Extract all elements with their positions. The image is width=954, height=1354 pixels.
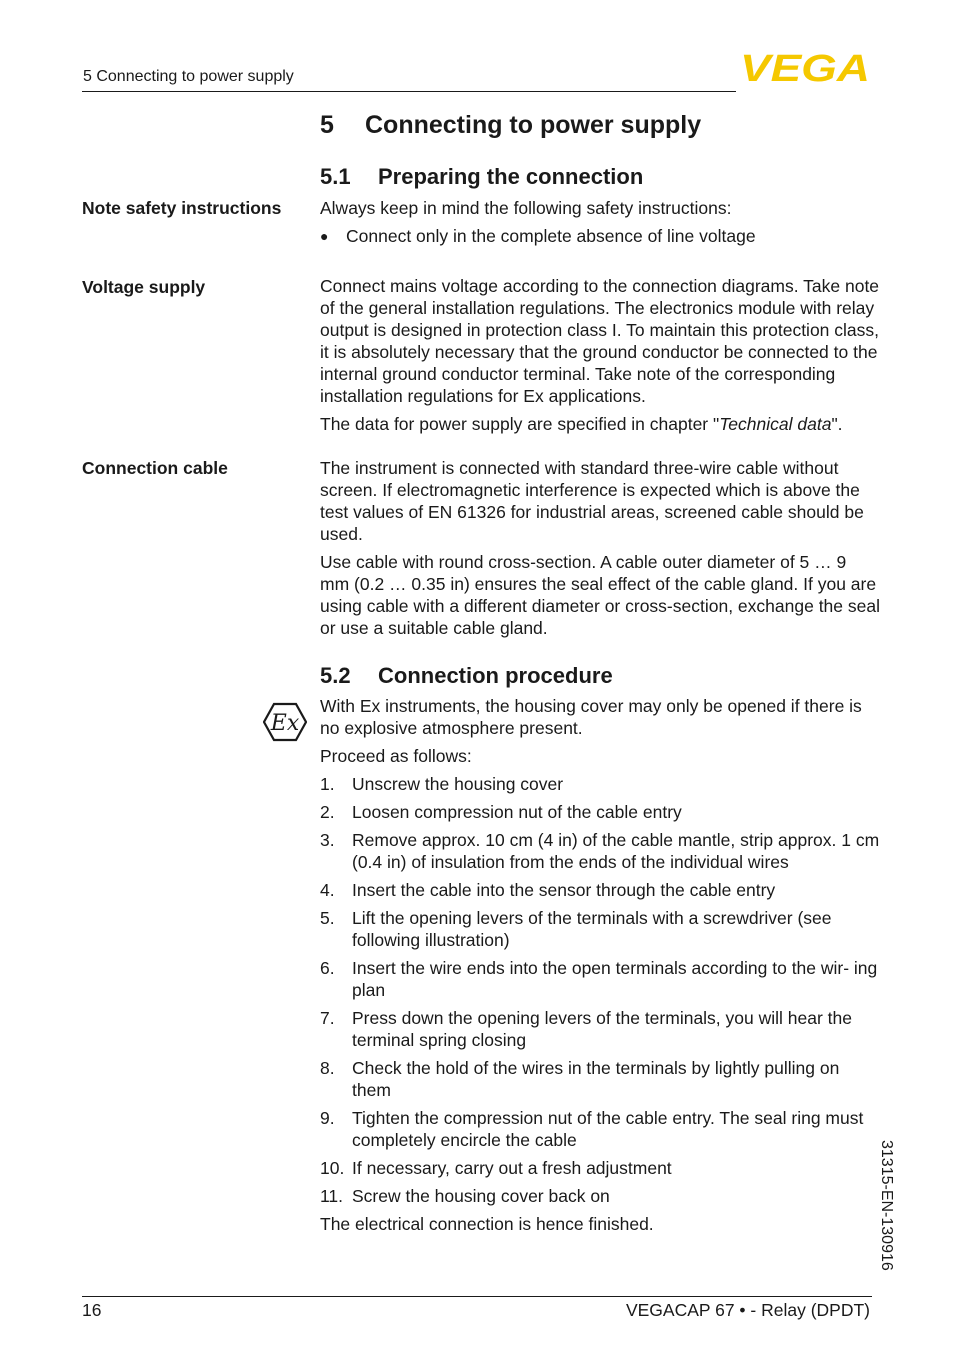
section-number: 5.2 (320, 663, 351, 688)
safety-bullet (320, 225, 880, 247)
safety-block (320, 197, 880, 247)
step-text: Insert the wire ends into the open terminals according to the wir- ing plan (352, 958, 878, 1000)
step-number: 3. (320, 830, 335, 850)
step-number: 10. (320, 1158, 345, 1178)
step-text: Insert the cable into the sensor through the cable entry (352, 880, 776, 900)
document-title: VEGACAP 67 • - Relay (DPDT) (625, 1300, 870, 1320)
chapter-number: 5 (320, 111, 334, 139)
step-text: Unscrew the housing cover (352, 774, 564, 794)
list-item (320, 907, 880, 951)
running-head: 5 Connecting to power supply (83, 68, 294, 85)
list-item (320, 1107, 880, 1151)
step-text: Press down the opening levers of the terminals, you will hear the terminal spring closing (352, 1008, 852, 1050)
step-number: 2. (320, 802, 335, 822)
step-number: 11. (320, 1186, 344, 1206)
list-item (320, 1057, 880, 1101)
chapter-title (320, 111, 701, 140)
finished-text: The electrical connection is hence finished. (320, 1214, 654, 1234)
proceed-text: Proceed as follows: (320, 746, 472, 766)
step-text: If necessary, carry out a fresh adjustment (352, 1158, 672, 1178)
voltage-data-prefix: The data for power supply are specified in chapter " (320, 414, 720, 434)
cable-paragraph-1: The instrument is connected with standard three-wire cable without screen. If electromagnetic interference is expected which is above the test values of EN 61326 for industrial areas, screened cable should be used. (320, 458, 864, 544)
step-text: Tighten the compression nut of the cable entry. The seal ring must completely encircle the cable (352, 1108, 864, 1150)
svg-text:VEGA: VEGA (740, 50, 870, 84)
voltage-data-paragraph (320, 413, 880, 435)
section-heading-5-2 (320, 663, 613, 689)
document-code: 31315-EN-130916 (878, 1140, 895, 1271)
voltage-paragraph: Connect mains voltage according to the connection diagrams. Take note of the general installation regulations. The electronics module with relay output is designed in protection class I. To maintain this protection class, it is absolutely necessary that the ground conductor be connected to the internal ground conductor terminal. Take note of the corresponding installation regulations for Ex applications. (320, 276, 880, 406)
step-number: 5. (320, 908, 335, 928)
safety-intro: Always keep in mind the following safety instructions: (320, 198, 732, 218)
cable-block (320, 457, 880, 645)
safety-bullet-text: Connect only in the complete absence of line voltage (346, 226, 756, 246)
bullet-dot-icon: ● (320, 228, 329, 244)
list-item (320, 801, 880, 823)
side-label-voltage: Voltage supply (82, 277, 206, 297)
step-number: 4. (320, 880, 335, 900)
list-item (320, 773, 880, 795)
header-rule (82, 91, 736, 92)
cable-paragraph-2: Use cable with round cross-section. A cable outer diameter of 5 … 9 mm (0.2 … 0.35 in) ensures the seal effect of the cable gland. If you are using cable with a different diameter or cross-section, exchange the seal or use a suitable cable gland. (320, 552, 880, 638)
ex-hexagon-icon (263, 702, 307, 742)
section-heading-5-1 (320, 164, 643, 190)
list-item (320, 1157, 880, 1179)
page-number: 16 (82, 1300, 102, 1320)
chapter-title-text: Connecting to power supply (365, 111, 702, 139)
steps-list (320, 773, 880, 1207)
footer-rule (82, 1296, 872, 1297)
svg-text:Ex: Ex (270, 711, 300, 736)
voltage-data-suffix: ". (831, 414, 843, 434)
step-number: 1. (320, 774, 335, 794)
list-item (320, 957, 880, 1001)
procedure-block (320, 695, 880, 1241)
step-text: Screw the housing cover back on (352, 1186, 610, 1206)
step-text: Remove approx. 10 cm (4 in) of the cable mantle, strip approx. 1 cm (0.4 in) of insulation from the ends of the individual wires (352, 830, 880, 872)
step-number: 9. (320, 1108, 335, 1128)
list-item (320, 879, 880, 901)
side-label-cable: Connection cable (82, 458, 228, 478)
step-number: 6. (320, 958, 335, 978)
technical-data-reference: Technical data (719, 414, 832, 434)
section-number: 5.1 (320, 164, 351, 189)
list-item (320, 1185, 880, 1207)
section-title: Connection procedure (378, 663, 613, 688)
section-title: Preparing the connection (378, 164, 644, 189)
step-number: 7. (320, 1008, 335, 1028)
vega-logo (740, 50, 872, 84)
step-number: 8. (320, 1058, 335, 1078)
list-item (320, 829, 880, 873)
step-text: Lift the opening levers of the terminals with a screwdriver (see following illustration) (352, 908, 832, 950)
voltage-block (320, 275, 880, 441)
list-item (320, 1007, 880, 1051)
side-label-safety: Note safety instructions (82, 198, 282, 218)
ex-warning: With Ex instruments, the housing cover may only be opened if there is no explosive atmosphere present. (320, 696, 862, 738)
step-text: Check the hold of the wires in the terminals by lightly pulling on them (352, 1058, 840, 1100)
step-text: Loosen compression nut of the cable entry (352, 802, 682, 822)
